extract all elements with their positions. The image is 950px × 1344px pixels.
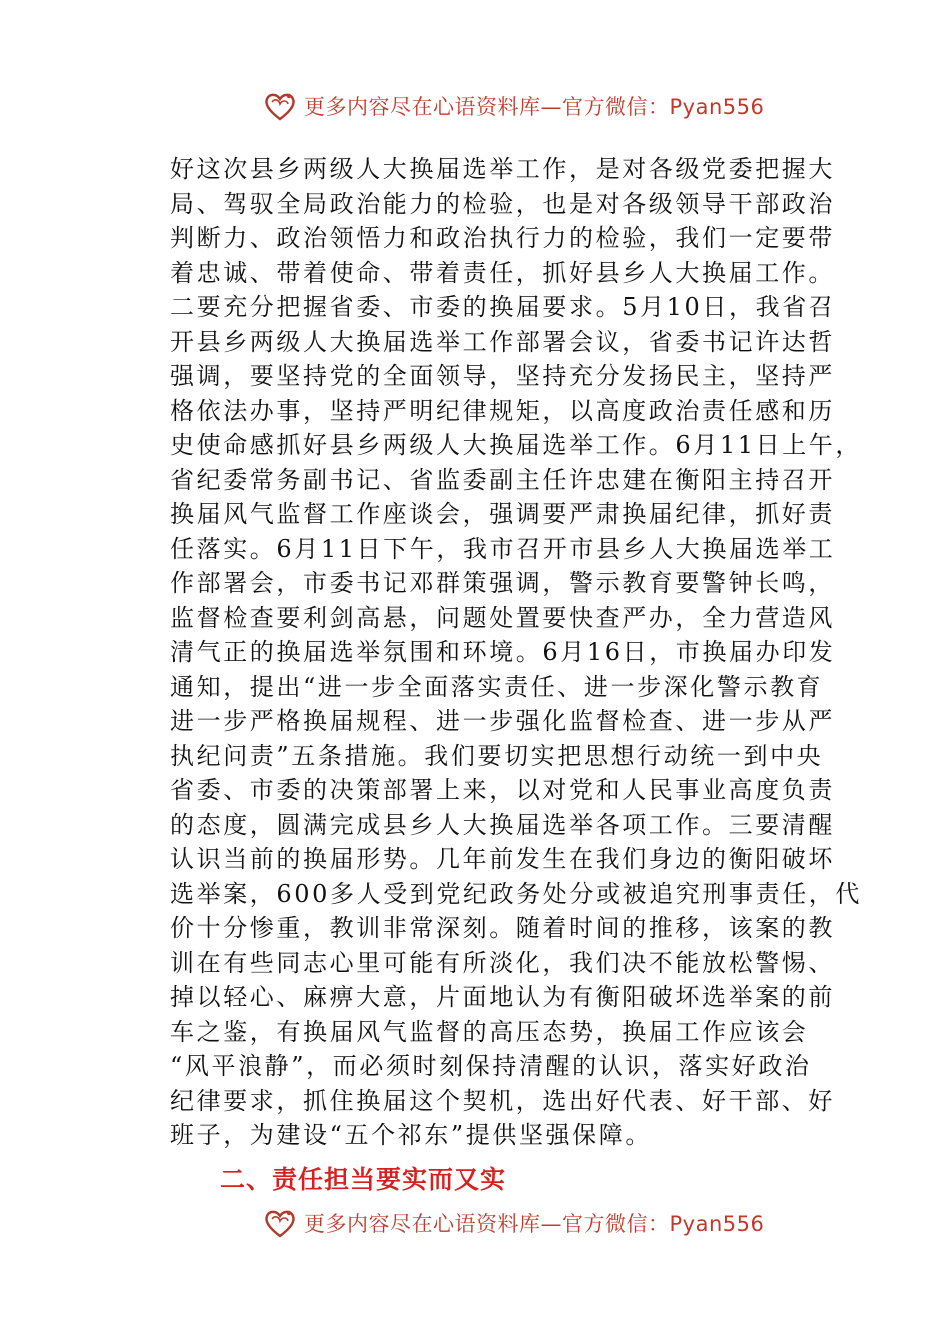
body-line: 开县乡两级人大换届选举工作部署会议，省委书记许达哲 (170, 327, 835, 356)
body-line: 训在有些同志心里可能有所淡化，我们决不能放松警惕、 (170, 948, 835, 977)
body-line: 选举案，600多人受到党纪政务处分或被追究刑事责任，代 (170, 879, 863, 908)
body-line: 省纪委常务副书记、省监委副主任许忠建在衡阳主持召开 (170, 465, 835, 494)
body-line: 史使命感抓好县乡两级人大换届选举工作。6月11日上午， (170, 431, 863, 459)
section-heading: 二、责任担当要实而又实 (220, 1165, 507, 1194)
body-line: 车之鉴，有换届风气监督的高压态势，换届工作应该会 (170, 1017, 809, 1046)
body-line: 纪律要求，抓住换届这个契机，选出好代表、好干部、好 (170, 1086, 835, 1115)
body-line: 清气正的换届选举氛围和环境。6月16日，市换届办印发 (170, 638, 836, 666)
body-line: 进一步严格换届规程、进一步强化监督检查、进一步从严 (170, 707, 835, 735)
body-line: 强调，要坚持党的全面领导，坚持充分发扬民主，坚持严 (170, 362, 835, 390)
body-line: 监督检查要利剑高悬，问题处置要快查严办，全力营造风 (170, 603, 835, 632)
body-line: 换届风气监督工作座谈会，强调要严肃换届纪律，抓好责 (170, 500, 835, 528)
body-line: 认识当前的换届形势。几年前发生在我们身边的衡阳破坏 (170, 845, 835, 873)
heart-logo-icon (262, 1205, 298, 1241)
body-line: 价十分惨重，教训非常深刻。随着时间的推移，该案的教 (170, 914, 835, 942)
body-line: 判断力、政治领悟力和政治执行力的检验，我们一定要带 (170, 224, 835, 252)
body-line: 班子，为建设“五个祁东”提供坚强保障。 (170, 1121, 652, 1149)
watermark-text: 更多内容尽在心语资料库—官方微信：Pyan556 (304, 95, 765, 119)
body-line: 执纪问责”五条措施。我们要切实把思想行动统一到中央 (170, 741, 824, 770)
body-line: “风平浪静”，而必须时刻保持清醒的认识，落实好政治 (170, 1052, 812, 1080)
body-line: 着忠诚、带着使命、带着责任，抓好县乡人大换届工作。 (170, 258, 835, 287)
body-line: 掉以轻心、麻痹大意，片面地认为有衡阳破坏选举案的前 (170, 983, 835, 1011)
body-line: 省委、市委的决策部署上来，以对党和人民事业高度负责 (170, 776, 835, 804)
footer-watermark (262, 1203, 764, 1243)
body-line: 格依法办事，坚持严明纪律规矩，以高度政治责任感和历 (170, 396, 835, 425)
body-line: 二要充分把握省委、市委的换届要求。5月10日，我省召 (170, 293, 836, 321)
body-line: 通知，提出“进一步全面落实责任、进一步深化警示教育 (170, 672, 824, 701)
body-line: 作部署会，市委书记邓群策强调，警示教育要警钟长鸣， (170, 569, 835, 597)
body-line: 好这次县乡两级人大换届选举工作，是对各级党委把握大 (170, 155, 835, 183)
body-line: 的态度，圆满完成县乡人大换届选举各项工作。三要清醒 (170, 810, 835, 839)
header-watermark (262, 86, 764, 126)
watermark-text: 更多内容尽在心语资料库—官方微信：Pyan556 (304, 1212, 765, 1236)
body-line: 局、驾驭全局政治能力的检验，也是对各级领导干部政治 (170, 189, 835, 218)
body-paragraph (170, 152, 863, 1153)
body-line: 任落实。6月11日下午，我市召开市县乡人大换届选举工 (170, 534, 836, 563)
heart-logo-icon (262, 88, 298, 124)
